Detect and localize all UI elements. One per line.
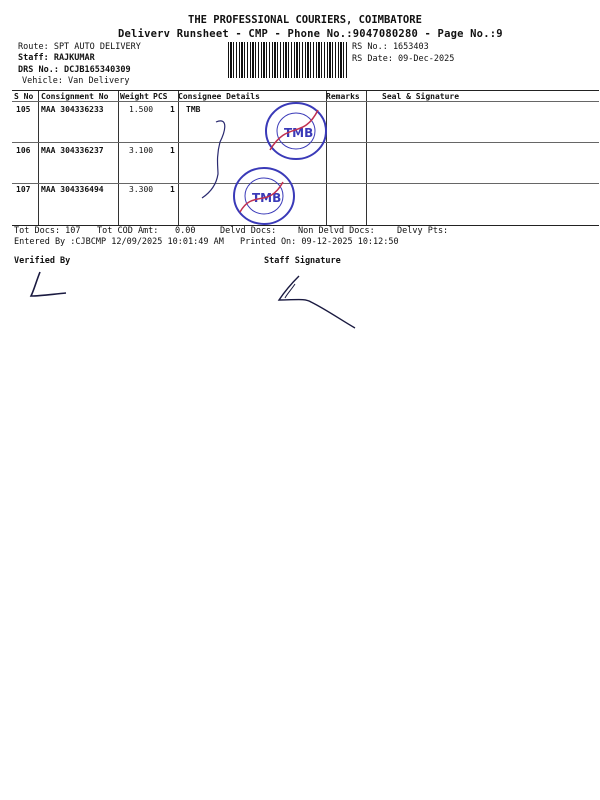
bank-stamp-icon xyxy=(258,100,338,164)
header-pcs: PCS xyxy=(153,92,168,101)
rs-number: RS No.: 1653403 xyxy=(352,42,429,52)
vehicle-label: Vehicle: Van Delivery xyxy=(22,76,130,86)
verifier-signature-icon xyxy=(26,270,76,300)
tot-cod-value: 0.00 xyxy=(175,226,196,236)
delvy-pts: Delvy Pts: xyxy=(397,226,449,236)
consignee-signature-icon xyxy=(198,112,248,202)
staff-signature-icon xyxy=(275,272,365,332)
staff-label: Staff: RAJKUMAR xyxy=(18,53,95,63)
printed-on: Printed On: 09-12-2025 10:12:50 xyxy=(240,237,399,247)
header-remarks: Remarks xyxy=(326,92,360,101)
header-consignee: Consignee Details xyxy=(178,92,260,101)
header-weight: Weight xyxy=(120,92,149,101)
barcode xyxy=(228,42,348,78)
tot-docs: Tot Docs: 107 xyxy=(14,226,81,236)
tot-cod-label: Tot COD Amt: xyxy=(97,226,159,236)
svg-text:TMB: TMB xyxy=(284,126,314,140)
verified-by-label: Verified By xyxy=(14,256,71,266)
header-consignment: Consignment No xyxy=(41,92,109,101)
staff-signature-label: Staff Signature xyxy=(264,256,341,266)
entered-by: Entered By :CJBCMP 12/09/2025 10:01:49 AM xyxy=(14,237,224,247)
header-seal: Seal & Signature xyxy=(382,92,460,101)
header-sno: S No xyxy=(14,92,34,101)
runsheet-table: S No Consignment No Weight PCS Consignee Details Remarks Seal & Signature 105 MAA 304336233 1.500 1 TMB 106 MAA 304336237 3.100 1 107 MAA 304336494 3.300 1 xyxy=(12,90,599,226)
route-label: Route: SPT AUTO DELIVERY xyxy=(18,42,141,52)
drs-number: DRS No.: DCJB165340309 xyxy=(18,65,131,75)
runsheet-title: Deliverv Runsheet - CMP - Phone No.:9047080280 - Page No.:9 xyxy=(118,28,503,40)
rs-date: RS Date: 09-Dec-2025 xyxy=(352,54,455,64)
non-delvd-docs: Non Delvd Docs: xyxy=(298,226,375,236)
company-title: THE PROFESSIONAL COURIERS, COIMBATORE xyxy=(188,14,422,26)
delvd-docs: Delvd Docs: xyxy=(220,226,277,236)
svg-text:TMB: TMB xyxy=(252,191,282,205)
